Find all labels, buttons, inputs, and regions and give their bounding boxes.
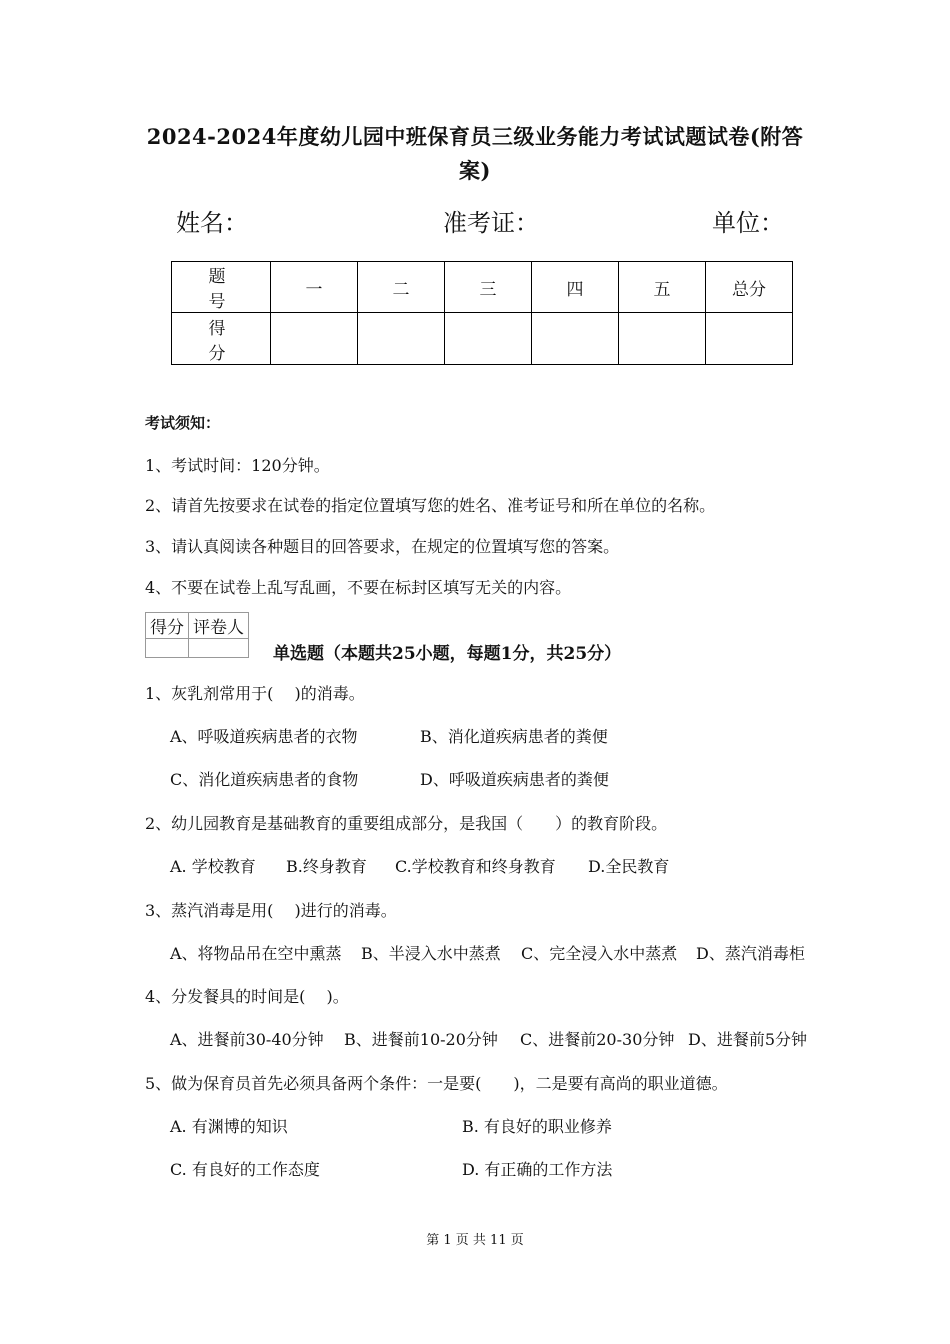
notice-item: 4、不要在试卷上乱写乱画，不要在标封区填写无关的内容。 xyxy=(145,578,572,597)
notice-item: 1、考试时间：120分钟。 xyxy=(145,456,330,475)
grader-box xyxy=(145,612,249,658)
question-option: A、将物品吊在空中熏蒸 xyxy=(170,944,342,963)
grader-name-label: 评卷人 xyxy=(189,613,249,639)
question-stem: 2、幼儿园教育是基础教育的重要组成部分，是我国（ ）的教育阶段。 xyxy=(145,814,668,833)
question-option: C、完全浸入水中蒸煮 xyxy=(521,944,678,963)
score-cell[interactable] xyxy=(358,313,445,365)
score-table-header-cell: 总分 xyxy=(706,262,793,313)
question-option: A、进餐前30-40分钟 xyxy=(170,1030,324,1049)
notice-item: 2、请首先按要求在试卷的指定位置填写您的姓名、准考证号和所在单位的名称。 xyxy=(145,496,716,515)
notice-heading: 考试须知： xyxy=(145,414,221,432)
score-table-header-cell: 三 xyxy=(445,262,532,313)
score-table-header-row xyxy=(172,262,793,313)
score-table-header-cell: 五 xyxy=(619,262,706,313)
exam-id-field-label: 准考证： xyxy=(443,209,539,237)
question-option: C. 有良好的工作态度 xyxy=(170,1160,320,1179)
question-option: D、呼吸道疾病患者的粪便 xyxy=(420,770,609,789)
section-title: 单选题（本题共25小题，每题1分，共25分） xyxy=(273,644,622,664)
question-option: C.学校教育和终身教育 xyxy=(395,857,556,876)
question-option: A、呼吸道疾病患者的衣物 xyxy=(170,727,358,746)
question-stem: 5、做为保育员首先必须具备两个条件：一是要( )，二是要有高尚的职业道德。 xyxy=(145,1074,728,1093)
score-row-label: 得 分 xyxy=(172,313,271,365)
question-option: B.终身教育 xyxy=(286,857,367,876)
question-option: C、进餐前20-30分钟 xyxy=(520,1030,675,1049)
score-table-score-row xyxy=(172,313,793,365)
score-cell[interactable] xyxy=(706,313,793,365)
question-option: A. 有渊博的知识 xyxy=(170,1117,288,1136)
grader-name-cell[interactable] xyxy=(189,639,249,658)
score-cell[interactable] xyxy=(271,313,358,365)
score-cell[interactable] xyxy=(619,313,706,365)
question-option: D、进餐前5分钟 xyxy=(688,1030,808,1049)
document-title-line2: 案) xyxy=(459,158,491,183)
question-option: B、进餐前10-20分钟 xyxy=(344,1030,498,1049)
score-table-header-cell: 题 号 xyxy=(172,262,271,313)
question-option: B、半浸入水中蒸煮 xyxy=(361,944,501,963)
score-table xyxy=(171,261,793,365)
question-stem: 3、蒸汽消毒是用( )进行的消毒。 xyxy=(145,901,397,920)
question-option: B、消化道疾病患者的粪便 xyxy=(420,727,608,746)
score-table-header-cell: 四 xyxy=(532,262,619,313)
question-stem: 1、灰乳剂常用于( )的消毒。 xyxy=(145,684,365,703)
score-cell[interactable] xyxy=(532,313,619,365)
question-option: D. 有正确的工作方法 xyxy=(462,1160,613,1179)
score-cell[interactable] xyxy=(445,313,532,365)
question-option: C、消化道疾病患者的食物 xyxy=(170,770,359,789)
grader-score-cell[interactable] xyxy=(146,639,189,658)
question-option: A. 学校教育 xyxy=(170,857,256,876)
notice-item: 3、请认真阅读各种题目的回答要求，在规定的位置填写您的答案。 xyxy=(145,537,620,556)
score-table-header-cell: 一 xyxy=(271,262,358,313)
grader-score-label: 得分 xyxy=(146,613,189,639)
page-number-footer: 第 1 页 共 11 页 xyxy=(426,1233,524,1248)
name-field-label: 姓名： xyxy=(176,209,248,237)
question-option: D、蒸汽消毒柜 xyxy=(696,944,805,963)
question-option: D.全民教育 xyxy=(588,857,670,876)
document-title-line1: 2024-2024年度幼儿园中班保育员三级业务能力考试试题试卷(附答 xyxy=(146,124,804,149)
unit-field-label: 单位： xyxy=(712,209,784,237)
question-stem: 4、分发餐具的时间是( )。 xyxy=(145,987,349,1006)
score-table-header-cell: 二 xyxy=(358,262,445,313)
question-option: B. 有良好的职业修养 xyxy=(462,1117,612,1136)
